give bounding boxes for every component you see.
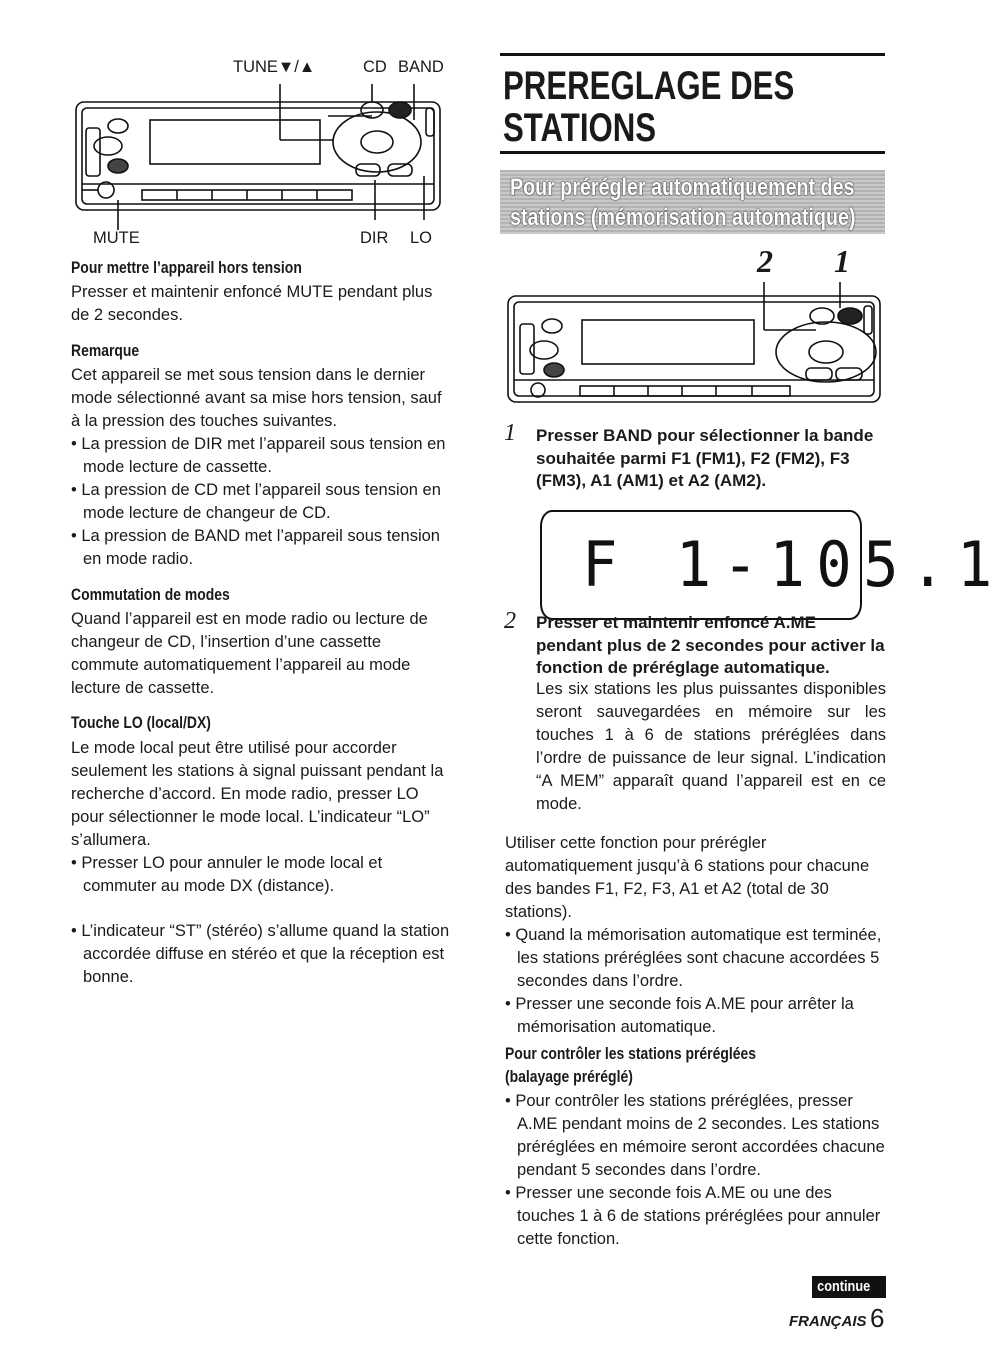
touche-lo-section <box>71 737 452 898</box>
usage-bullet: • Presser une seconde fois A.ME pour arrêter la mémorisation automatique. <box>505 995 854 1036</box>
remarque-heading: Remarque <box>71 341 140 360</box>
stereo-front-panel-figure <box>506 280 886 410</box>
usage-text: Utiliser cette fonction pour prérégler automatiquement jusqu’à 6 stations pour chacune des bandes F1, F2, F3, A1 et A2 (total de 30 stations). <box>505 834 870 921</box>
touche-lo-heading: Touche LO (local/DX) <box>71 713 211 732</box>
step-1-text: Presser BAND pour sélectionner la bande souhaitée parmi F1 (FM1), F2 (FM2), F3 (FM3), A1 (AM1) et A2 (AM2). <box>536 426 874 490</box>
label-lo: LO <box>410 229 433 247</box>
section-banner <box>500 170 885 234</box>
controle-bullet: • Pour contrôler les stations préréglées, presser A.ME pendant moins de 2 secondes. Les stations préréglées en mémoire seront accordées chacune pendant 5 secondes dans l’ordre. <box>505 1092 885 1179</box>
touche-lo-bullet: • Presser LO pour annuler le mode local et commuter au mode DX (distance). <box>71 854 383 895</box>
figure-callout-1: 1 <box>834 243 850 279</box>
commutation-text: Quand l’appareil est en mode radio ou lecture de changeur de CD, l’insertion d’une cassette commute automatiquement l’appareil au mode lecture de cassette. <box>71 610 428 697</box>
remarque-bullet: • La pression de CD met l’appareil sous tension en mode lecture de changeur de CD. <box>71 481 441 522</box>
controle-section <box>505 1090 886 1251</box>
step-2-number: 2 <box>504 608 516 634</box>
power-off-text: Presser et maintenir enfoncé MUTE pendant plus de 2 secondes. <box>71 283 433 324</box>
language-label: FRANÇAIS <box>789 1313 867 1330</box>
title-top-rule <box>500 53 885 56</box>
continue-label: continue <box>817 1278 871 1295</box>
display-frequency: F 1-105.1 <box>582 528 1004 601</box>
remarque-section <box>71 364 452 571</box>
title-bottom-rule <box>500 151 885 154</box>
label-cd: CD <box>363 58 387 76</box>
controle-heading-line2: (balayage préréglé) <box>505 1067 633 1086</box>
power-off-heading: Pour mettre l’appareil hors tension <box>71 258 302 277</box>
touche-lo-text: Le mode local peut être utilisé pour accorder seulement les stations à signal puissant pendant la recherche d’accord. En mode radio, presser LO pour sélectionner le mode local. L’indicateur “LO” s’allumera. <box>71 739 444 849</box>
controle-heading-line1: Pour contrôler les stations préréglées <box>505 1044 757 1063</box>
step-1-number: 1 <box>504 420 516 446</box>
label-dir: DIR <box>360 229 389 247</box>
label-mute: MUTE <box>93 229 140 247</box>
page-title-line2: STATIONS <box>503 106 657 150</box>
remarque-text: Cet appareil se met sous tension dans le dernier mode sélectionné avant sa mise hors tension, sauf à la pression des touches suivantes. <box>71 366 442 430</box>
remarque-bullet: • La pression de DIR met l’appareil sous tension en mode lecture de cassette. <box>71 435 446 476</box>
commutation-heading: Commutation de modes <box>71 585 230 604</box>
page-number: 6 <box>870 1303 885 1333</box>
usage-section <box>505 832 886 1039</box>
banner-line1: Pour prérégler automatiquement des <box>510 174 855 201</box>
usage-bullet: • Quand la mémorisation automatique est terminée, les stations préréglées sont chacune accordées 5 secondes dans l’ordre. <box>505 926 882 990</box>
label-band: BAND <box>398 58 444 76</box>
controle-bullet: • Presser une seconde fois A.ME ou une des touches 1 à 6 de stations préréglées pour annuler cette fonction. <box>505 1184 881 1248</box>
page-title-line1: PREREGLAGE DES <box>503 64 795 108</box>
figure-callout-2: 2 <box>757 243 773 279</box>
step-2-text: Les six stations les plus puissantes disponibles seront sauvegardées en mémoire sur les touches 1 à 6 de stations préréglées dans l’ordre de puissance de leur signal. L’indication “A MEM” apparaît quand l’appareil est en ce mode. <box>536 680 886 813</box>
banner-line2: stations (mémorisation automatique) <box>510 204 856 231</box>
stereo-front-panel-figure <box>72 80 452 230</box>
step-2-heading: Presser et maintenir enfoncé A.ME pendant plus de 2 secondes pour activer la fonction de préréglage automatique. <box>536 613 885 677</box>
remarque-bullet: • La pression de BAND met l’appareil sous tension en mode radio. <box>71 527 440 568</box>
display-readout <box>540 510 1004 620</box>
st-note: • L’indicateur “ST” (stéréo) s’allume quand la station accordée diffuse en stéréo et que la réception est bonne. <box>71 922 450 986</box>
continue-badge <box>812 1276 886 1298</box>
label-tune: TUNE▼/▲ <box>233 58 316 76</box>
